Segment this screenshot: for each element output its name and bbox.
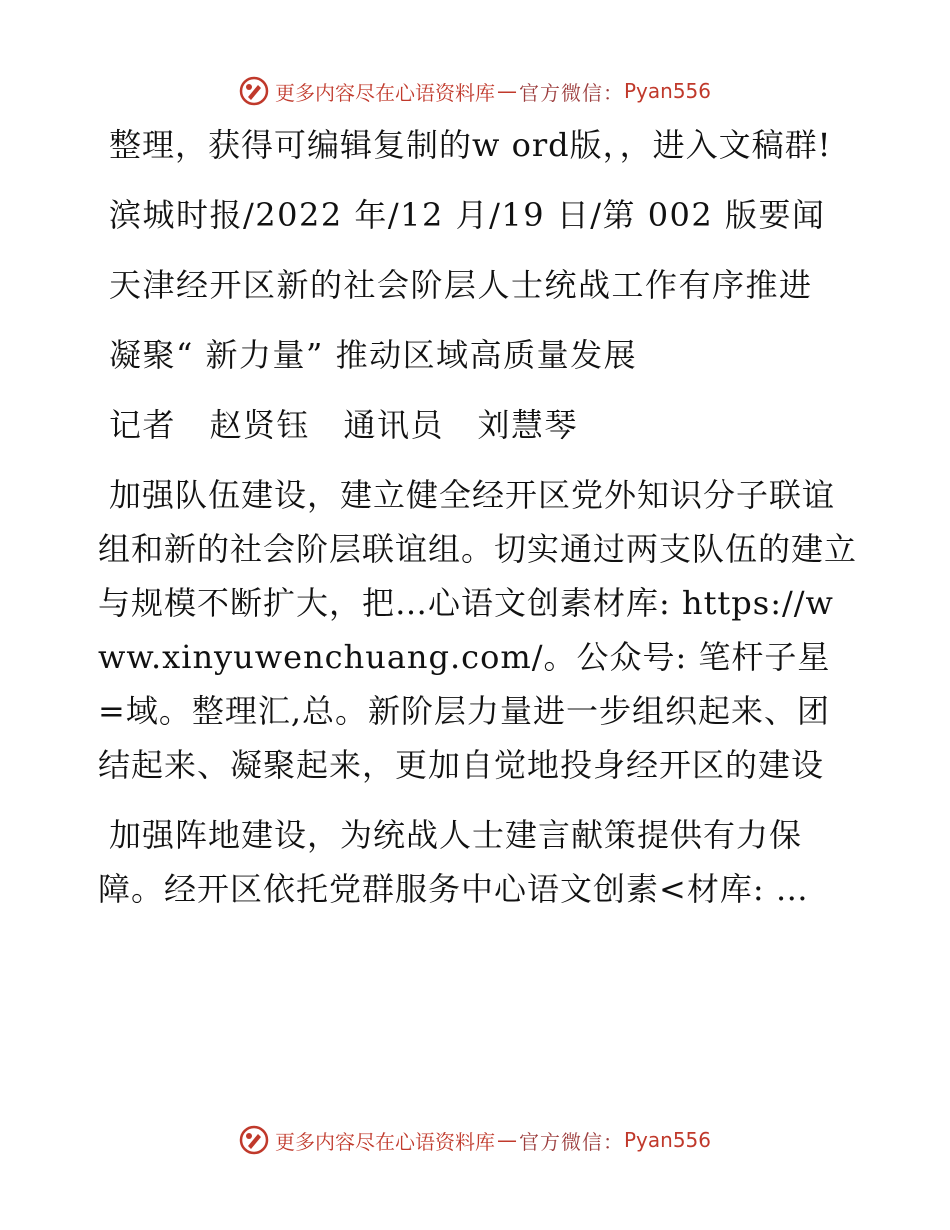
document-page [98,118,858,932]
banner-dash: — [496,1128,517,1152]
body-paragraph-2: 加强阵地建设，为统战人士建言献策提供有力保障。经开区依托党群服务中心语文创素<材库: … [98,816,809,908]
banner-dash: — [496,79,517,103]
article-subheadline: 凝聚“ 新力量” 推动区域高质量发展 [109,336,638,374]
brand-logo-icon [239,76,269,106]
body-paragraph-1: 加强队伍建设，建立健全经开区党外知识分子联谊组和新的社会阶层联谊组。切实通过两支队伍的建立与规模不断扩大，把…心语文创素材库: https://www.xinyuwenchuang.com/。公众号: 笔杆子星=域。整理汇,总。新阶层力量进一步组织起来、团结起来、凝聚起来，更加自觉地投身经开区的建设 [98,476,858,784]
banner-wechat-handle: Pyan556 [623,1128,711,1152]
banner-brand-text: 更多内容尽在心语资料库 [274,80,495,105]
article-headline: 天津经开区新的社会阶层人士统战工作有序推进 [109,266,813,304]
intro-paragraph: 整理，获得可编辑复制的w ord版，，进入文稿群! [109,126,832,164]
banner-brand-text: 更多内容尽在心语资料库 [274,1129,495,1154]
brand-logo-icon [239,1125,269,1155]
footer-banner [0,1120,950,1160]
source-line: 滨城时报/2022 年/12 月/19 日/第 002 版要闻 [109,196,826,234]
banner-wechat-handle: Pyan556 [623,79,711,103]
header-banner [0,71,950,111]
banner-official-label: 官方微信： [518,1129,624,1154]
banner-official-label: 官方微信： [518,80,624,105]
byline: 记者 赵贤钰 通讯员 刘慧琴 [109,406,579,444]
